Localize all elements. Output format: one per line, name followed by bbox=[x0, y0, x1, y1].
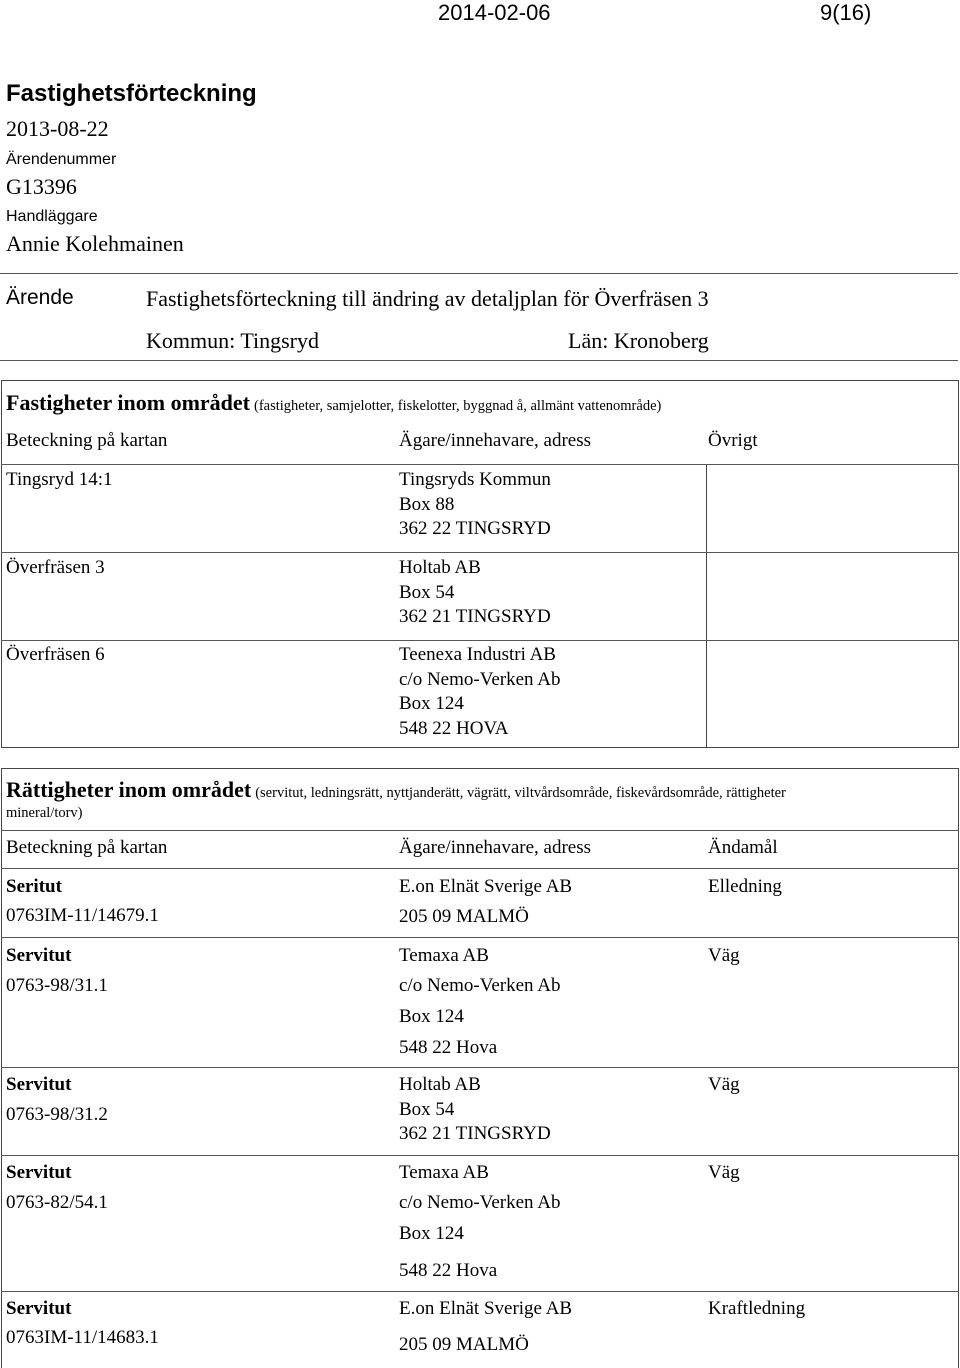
right-owner-line: Temaxa AB bbox=[399, 1162, 489, 1183]
rights-col-owner: Ägare/innehavare, adress bbox=[399, 837, 592, 858]
header-date: 2014-02-06 bbox=[438, 0, 551, 25]
rights-note: (servitut, ledningsrätt, nyttjanderätt, vägrätt, viltvårdsområde, fiskevårdsområde, rättigheter bbox=[255, 785, 786, 801]
properties-other-column-divider bbox=[706, 464, 707, 748]
right-owner-line: Temaxa AB bbox=[399, 945, 489, 966]
owner-line: c/o Nemo-Verken Ab bbox=[399, 668, 561, 690]
handler-name: Annie Kolehmainen bbox=[6, 231, 184, 256]
property-designation: Överfräsen 6 bbox=[6, 644, 105, 665]
right-owner-line: 205 09 MALMÖ bbox=[399, 906, 529, 927]
owner-line: Box 54 bbox=[399, 581, 455, 603]
owner-line: Box 124 bbox=[399, 693, 464, 714]
right-row-divider bbox=[1, 1291, 959, 1292]
right-row-divider bbox=[1, 1155, 959, 1156]
owner-line: Holtab AB bbox=[399, 557, 481, 578]
right-row-divider bbox=[1, 937, 959, 938]
right-type: Servitut bbox=[6, 945, 72, 966]
properties-header-divider bbox=[1, 464, 959, 465]
right-owner-line: E.on Elnät Sverige AB bbox=[399, 876, 573, 897]
properties-title: Fastigheter inom området bbox=[6, 390, 250, 415]
right-owner-line: 548 22 Hova bbox=[399, 1260, 498, 1281]
properties-col-other: Övrigt bbox=[708, 430, 758, 451]
right-owner-line: Box 54 bbox=[399, 1098, 455, 1120]
right-purpose: Väg bbox=[708, 1162, 740, 1183]
right-id: 0763IM-11/14683.1 bbox=[6, 1327, 159, 1348]
right-owner-line: Box 124 bbox=[399, 1223, 464, 1244]
owner-line: Tingsryds Kommun bbox=[399, 469, 551, 490]
right-owner-line: Box 124 bbox=[399, 1006, 464, 1027]
rights-col-purpose: Ändamål bbox=[708, 837, 778, 858]
case-number: G13396 bbox=[6, 174, 77, 199]
right-type: Servitut bbox=[6, 1298, 72, 1319]
case-number-label: Ärendenummer bbox=[6, 151, 117, 168]
page-number: 9(16) bbox=[820, 0, 872, 25]
right-id: 0763-98/31.2 bbox=[6, 1104, 108, 1125]
properties-note: (fastigheter, samjelotter, fiskelotter, byggnad å, allmänt vattenområde) bbox=[254, 398, 662, 414]
rights-title-divider bbox=[1, 830, 959, 831]
owner-line: Box 88 bbox=[399, 493, 455, 515]
property-designation: Tingsryd 14:1 bbox=[6, 469, 113, 490]
owner-line: 548 22 HOVA bbox=[399, 717, 509, 739]
handler-label: Handläggare bbox=[6, 208, 98, 225]
right-type: Seritut bbox=[6, 876, 62, 897]
right-id: 0763-98/31.1 bbox=[6, 975, 108, 996]
rights-heading bbox=[6, 777, 786, 803]
right-id: 0763IM-11/14679.1 bbox=[6, 905, 159, 926]
municipality: Kommun: Tingsryd bbox=[146, 328, 319, 353]
properties-col-owner: Ägare/innehavare, adress bbox=[399, 430, 592, 451]
divider-top bbox=[0, 273, 958, 274]
right-purpose: Elledning bbox=[708, 876, 782, 897]
document-date: 2013-08-22 bbox=[6, 116, 109, 141]
right-owner bbox=[399, 1073, 551, 1147]
rights-col-designation: Beteckning på kartan bbox=[6, 837, 168, 858]
matter-label: Ärende bbox=[6, 286, 74, 309]
property-owner bbox=[399, 468, 551, 542]
right-owner-line: E.on Elnät Sverige AB bbox=[399, 1298, 573, 1319]
right-owner-line: c/o Nemo-Verken Ab bbox=[399, 975, 561, 996]
divider-matter bbox=[0, 360, 958, 361]
right-owner-line: 205 09 MALMÖ bbox=[399, 1334, 529, 1355]
rights-header-divider bbox=[1, 868, 959, 869]
owner-line: 362 22 TINGSRYD bbox=[399, 518, 551, 539]
document-title: Fastighetsförteckning bbox=[6, 80, 257, 107]
property-owner bbox=[399, 643, 560, 741]
county: Län: Kronoberg bbox=[568, 328, 709, 353]
property-designation: Överfräsen 3 bbox=[6, 557, 105, 578]
right-type: Servitut bbox=[6, 1074, 72, 1095]
property-row-divider bbox=[1, 640, 959, 641]
owner-line: 362 21 TINGSRYD bbox=[399, 606, 551, 627]
rights-title: Rättigheter inom området bbox=[6, 777, 252, 802]
matter-text: Fastighetsförteckning till ändring av detaljplan för Överfräsen 3 bbox=[146, 286, 709, 311]
right-owner-line: c/o Nemo-Verken Ab bbox=[399, 1192, 561, 1213]
right-row-divider bbox=[1, 1067, 959, 1068]
properties-col-designation: Beteckning på kartan bbox=[6, 430, 168, 451]
right-owner-line: Holtab AB bbox=[399, 1074, 481, 1095]
right-purpose: Kraftledning bbox=[708, 1298, 806, 1319]
property-owner bbox=[399, 556, 551, 630]
right-type: Servitut bbox=[6, 1162, 72, 1183]
right-owner-line: 548 22 Hova bbox=[399, 1037, 498, 1058]
owner-line: Teenexa Industri AB bbox=[399, 644, 556, 665]
rights-note-continued: mineral/torv) bbox=[6, 805, 83, 821]
right-purpose: Väg bbox=[708, 945, 740, 966]
right-id: 0763-82/54.1 bbox=[6, 1192, 108, 1213]
right-owner-line: 362 21 TINGSRYD bbox=[399, 1123, 551, 1144]
properties-heading bbox=[6, 390, 661, 416]
right-purpose: Väg bbox=[708, 1074, 740, 1095]
property-row-divider bbox=[1, 552, 959, 553]
